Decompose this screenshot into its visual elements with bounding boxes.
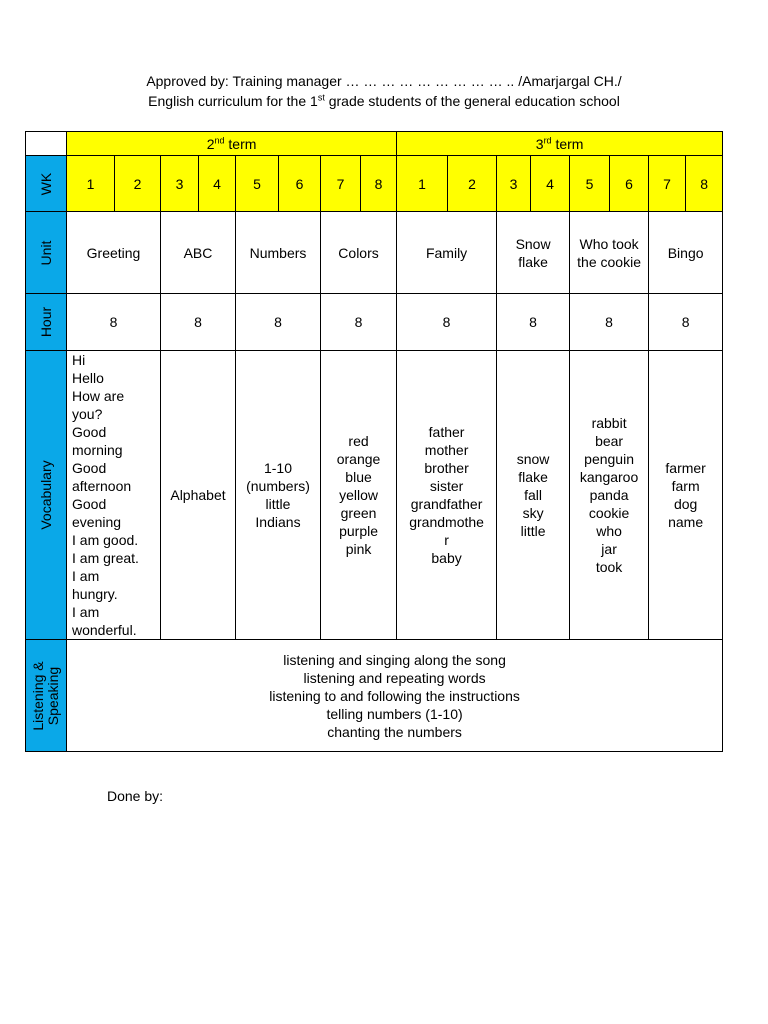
hour-cell: 8 [161, 294, 236, 351]
week-cell: 7 [321, 156, 361, 212]
vocab-word: grandmothe [409, 514, 484, 530]
unit-name: Colors [338, 244, 379, 261]
unit-name: Snow flake [515, 235, 551, 270]
hour-cell: 8 [67, 294, 161, 351]
vocab-list [236, 459, 320, 531]
vocab-word: penguin [584, 451, 634, 467]
vocab-cell [397, 351, 497, 640]
vocab-word: who [596, 523, 622, 539]
row-label-unit: Unit [38, 240, 54, 265]
hour-cell: 8 [397, 294, 497, 351]
curriculum-title-suffix: grade students of the general education school [324, 93, 620, 109]
week-cell: 5 [570, 156, 610, 212]
unit-name: Who took the cookie [577, 235, 641, 270]
week-cell: 2 [115, 156, 161, 212]
row-label-wk-cell [26, 156, 67, 212]
vocab-word: How are [72, 388, 125, 404]
vocab-cell [497, 351, 570, 640]
vocab-word: green [340, 505, 377, 521]
vocab-word: sister [429, 478, 464, 494]
hour-cell: 8 [570, 294, 649, 351]
vocab-word: took [595, 559, 623, 575]
vocab-word: mother [424, 442, 469, 458]
row-label-hour-cell [26, 294, 67, 351]
row-label-hour: Hour [38, 306, 54, 338]
vocab-word: grandfather [410, 496, 483, 512]
vocabulary-row [26, 351, 723, 640]
listening-cell [67, 640, 723, 752]
vocab-list [497, 450, 569, 540]
vocab-word: father [428, 424, 465, 440]
vocab-word: farm [671, 478, 700, 494]
vocab-word: r [444, 532, 449, 548]
curriculum-title-sup: st [317, 92, 325, 103]
term-2-word: term [224, 135, 257, 152]
unit-cell [397, 212, 497, 294]
vocab-cell [67, 351, 161, 640]
curriculum-title [0, 92, 768, 110]
vocab-cell [236, 351, 321, 640]
vocab-word: red [348, 433, 369, 449]
vocab-word: I am [72, 604, 100, 620]
vocab-word: panda [589, 487, 629, 503]
unit-cell [236, 212, 321, 294]
vocab-word: Good [72, 496, 107, 512]
listening-line: listening and singing along the song [283, 651, 506, 668]
approval-text: Approved by: Training manager … … … … … … … … … .. /Amarjargal CH./ [146, 73, 622, 89]
unit-name: Greeting [86, 244, 141, 261]
unit-cell [161, 212, 236, 294]
vocab-word: Good [72, 460, 107, 476]
vocab-word: blue [345, 469, 372, 485]
week-cell: 3 [497, 156, 531, 212]
unit-cell [67, 212, 161, 294]
vocab-word: jar [601, 541, 617, 557]
vocab-word: you? [72, 406, 103, 422]
vocab-word: I am good. [72, 532, 139, 548]
week-cell: 3 [161, 156, 199, 212]
vocab-cell [649, 351, 723, 640]
vocab-word: snow [516, 451, 550, 467]
unit-cell [570, 212, 649, 294]
unit-cell [649, 212, 723, 294]
unit-name: Bingo [667, 244, 704, 261]
curriculum-table [25, 131, 723, 752]
row-label-vocabulary-cell [26, 351, 67, 640]
vocab-word: cookie [588, 505, 630, 521]
week-cell: 8 [361, 156, 397, 212]
vocab-word: rabbit [591, 415, 627, 431]
row-label-unit-cell [26, 212, 67, 294]
row-label-vocabulary: Vocabulary [38, 460, 54, 530]
approval-line [0, 72, 768, 90]
week-cell: 4 [531, 156, 570, 212]
vocab-word: I am [72, 568, 100, 584]
vocab-word: farmer [665, 460, 706, 476]
vocab-word: brother [424, 460, 469, 476]
week-cell: 6 [279, 156, 321, 212]
vocab-word: morning [72, 442, 123, 458]
row-label-wk: WK [38, 172, 54, 195]
vocab-word: little [520, 523, 546, 539]
done-by-label: Done by: [107, 788, 164, 804]
unit-cell [321, 212, 397, 294]
week-row [26, 156, 723, 212]
unit-name: Numbers [249, 244, 307, 261]
vocab-word: yellow [339, 487, 378, 503]
vocab-word: afternoon [72, 478, 132, 494]
week-cell: 2 [448, 156, 497, 212]
listening-line: listening and repeating words [303, 669, 486, 686]
vocab-word: Hello [72, 370, 104, 386]
term-3-sup: rd [543, 134, 552, 145]
week-cell: 8 [686, 156, 723, 212]
week-cell: 4 [199, 156, 236, 212]
term-3-num: 3 [535, 135, 544, 152]
hour-cell: 8 [321, 294, 397, 351]
unit-row [26, 212, 723, 294]
unit-name: Family [425, 244, 468, 261]
vocab-cell [321, 351, 397, 640]
vocab-word: I am great. [72, 550, 139, 566]
vocab-word: kangaroo [579, 469, 639, 485]
row-label-listening: Listening & Speaking [30, 660, 61, 731]
vocab-word: Alphabet [170, 487, 226, 503]
vocab-word: (numbers) [246, 478, 310, 494]
vocab-list [321, 432, 396, 558]
vocab-word: dog [673, 496, 698, 512]
corner-cell [26, 132, 67, 156]
vocab-word: fall [524, 487, 543, 503]
row-label-listening-cell [26, 640, 67, 752]
hour-row [26, 294, 723, 351]
term-2-num: 2 [206, 135, 215, 152]
listening-line: listening to and following the instructions [269, 687, 520, 704]
vocab-word: Good [72, 424, 107, 440]
vocab-word: evening [72, 514, 122, 530]
listening-line: chanting the numbers [327, 723, 462, 740]
vocab-word: Indians [255, 514, 301, 530]
vocab-cell [161, 351, 236, 640]
week-cell: 1 [397, 156, 448, 212]
listening-list [67, 651, 722, 741]
listening-row [26, 640, 723, 752]
vocab-word: Hi [72, 352, 86, 368]
week-cell: 7 [649, 156, 686, 212]
hour-cell: 8 [497, 294, 570, 351]
vocab-list [397, 423, 496, 567]
term-row [26, 132, 723, 156]
unit-cell [497, 212, 570, 294]
vocab-word: bear [595, 433, 624, 449]
vocab-word: little [265, 496, 291, 512]
vocab-list [649, 459, 722, 531]
vocab-word: 1-10 [263, 460, 293, 476]
vocab-word: sky [522, 505, 544, 521]
vocab-word: orange [336, 451, 381, 467]
vocab-word: name [668, 514, 704, 530]
week-cell: 6 [610, 156, 649, 212]
vocab-list [570, 414, 648, 576]
term-2-header [67, 132, 397, 156]
term-3-word: term [551, 135, 584, 152]
vocab-word: pink [345, 541, 372, 557]
vocab-word: baby [431, 550, 462, 566]
vocab-word: hungry. [72, 586, 118, 602]
week-cell: 5 [236, 156, 279, 212]
term-2-sup: nd [214, 134, 225, 145]
listening-line: telling numbers (1-10) [326, 705, 463, 722]
hour-cell: 8 [236, 294, 321, 351]
week-cell: 1 [67, 156, 115, 212]
term-3-header [397, 132, 723, 156]
vocab-list [67, 351, 160, 639]
hour-cell: 8 [649, 294, 723, 351]
vocab-word: flake [518, 469, 548, 485]
vocab-word: purple [339, 523, 378, 539]
vocab-cell [570, 351, 649, 640]
unit-name: ABC [183, 244, 213, 261]
curriculum-title-prefix: English curriculum for the 1 [148, 93, 318, 109]
vocab-list [161, 486, 235, 504]
vocab-word: wonderful. [72, 622, 137, 638]
